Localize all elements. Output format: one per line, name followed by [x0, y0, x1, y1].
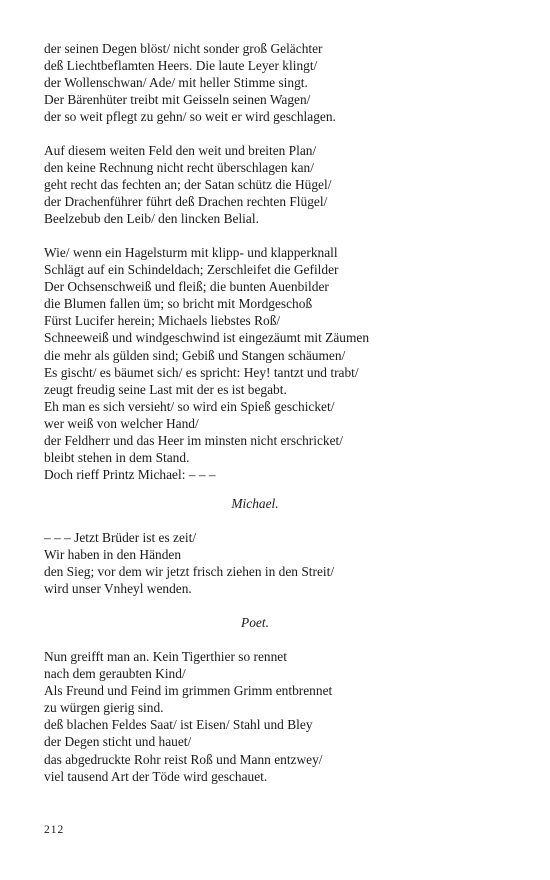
verse-line: die mehr als gülden sind; Gebiß und Stangen schäumen/ — [44, 347, 346, 363]
verse-line: Als Freund und Feind im grimmen Grimm entbrennet — [44, 683, 333, 699]
verse-line: – – – Jetzt Brüder ist es zeit/ — [44, 530, 197, 545]
verse-line: das abgedruckte Rohr reist Roß und Mann entzwey/ — [44, 751, 323, 767]
verse-line: deß blachen Feldes Saat/ ist Eisen/ Stahl und Bley — [44, 717, 313, 733]
verse-line: der so weit pflegt zu gehn/ so weit er wird geschlagen. — [44, 109, 336, 125]
verse-line: die Blumen fallen üm; so bricht mit Mordgeschoß — [44, 296, 313, 312]
verse-line: Wir haben in den Händen — [44, 547, 182, 563]
verse-line: Eh man es sich versieht/ so wird ein Spieß geschicket/ — [44, 398, 335, 414]
verse-line: deß Liechtbeflamten Heers. Die laute Leyer klingt/ — [44, 58, 318, 74]
page-number: 212 — [44, 824, 65, 836]
verse-line: den Sieg; vor dem wir jetzt frisch ziehen in den Streit/ — [44, 564, 335, 580]
verse-line: nach dem geraubten Kind/ — [44, 666, 186, 682]
speaker-heading: Michael. — [231, 496, 279, 511]
verse-line: Fürst Lucifer herein; Michaels liebstes Roß/ — [44, 313, 281, 329]
verse-line: wer weiß von welcher Hand/ — [44, 415, 199, 431]
verse-line: Wie/ wenn ein Hagelsturm mit klipp- und klapperknall — [44, 245, 338, 260]
verse-line: den keine Rechnung nicht recht überschlagen kan/ — [44, 160, 314, 176]
verse-line: zeugt freudig seine Last mit der es ist begabt. — [44, 381, 287, 397]
verse-line: Doch rieff Printz Michael: – – – — [44, 467, 216, 483]
stanza — [44, 244, 514, 483]
stanza — [44, 529, 514, 597]
verse-line: Beelzebub den Leib/ den lincken Belial. — [44, 211, 259, 227]
verse-line: geht recht das fechten an; der Satan schütz die Hügel/ — [44, 177, 332, 193]
speaker-heading: Poet. — [241, 615, 269, 630]
verse-line: zu würgen gierig sind. — [44, 700, 164, 716]
verse-line: wird unser Vnheyl wenden. — [44, 581, 192, 597]
verse-line: Schneeweiß und windgeschwind ist eingezäumt mit Zäumen — [44, 330, 370, 346]
verse-line: Auf diesem weiten Feld den weit und breiten Plan/ — [44, 143, 317, 158]
verse-line: viel tausend Art der Töde wird geschauet. — [44, 768, 268, 784]
verse-line: Es gischt/ es bäumet sich/ es spricht: Hey! tantzt und trabt/ — [44, 364, 359, 380]
stanza — [44, 40, 514, 125]
verse-line: Der Ochsenschweiß und fleiß; die bunten Auenbilder — [44, 279, 329, 295]
verse-line: der Wollenschwan/ Ade/ mit heller Stimme singt. — [44, 75, 308, 91]
verse-line: Schlägt auf ein Schindeldach; Zerschleifet die Gefilder — [44, 262, 339, 278]
verse-line: der Degen sticht und hauet/ — [44, 734, 192, 750]
verse-line: der seinen Degen blöst/ nicht sonder groß Gelächter — [44, 41, 323, 56]
verse-line: bleibt stehen in dem Stand. — [44, 450, 190, 466]
stanza — [44, 648, 514, 785]
verse-line: der Drachenführer führt deß Drachen rechten Flügel/ — [44, 194, 328, 210]
verse-line: Der Bärenhüter treibt mit Geisseln seinen Wagen/ — [44, 92, 311, 108]
verse-line: der Feldherr und das Heer im minsten nicht erschricket/ — [44, 433, 343, 449]
verse-line: Nun greifft man an. Kein Tigerthier so rennet — [44, 649, 287, 664]
stanza — [44, 142, 514, 227]
